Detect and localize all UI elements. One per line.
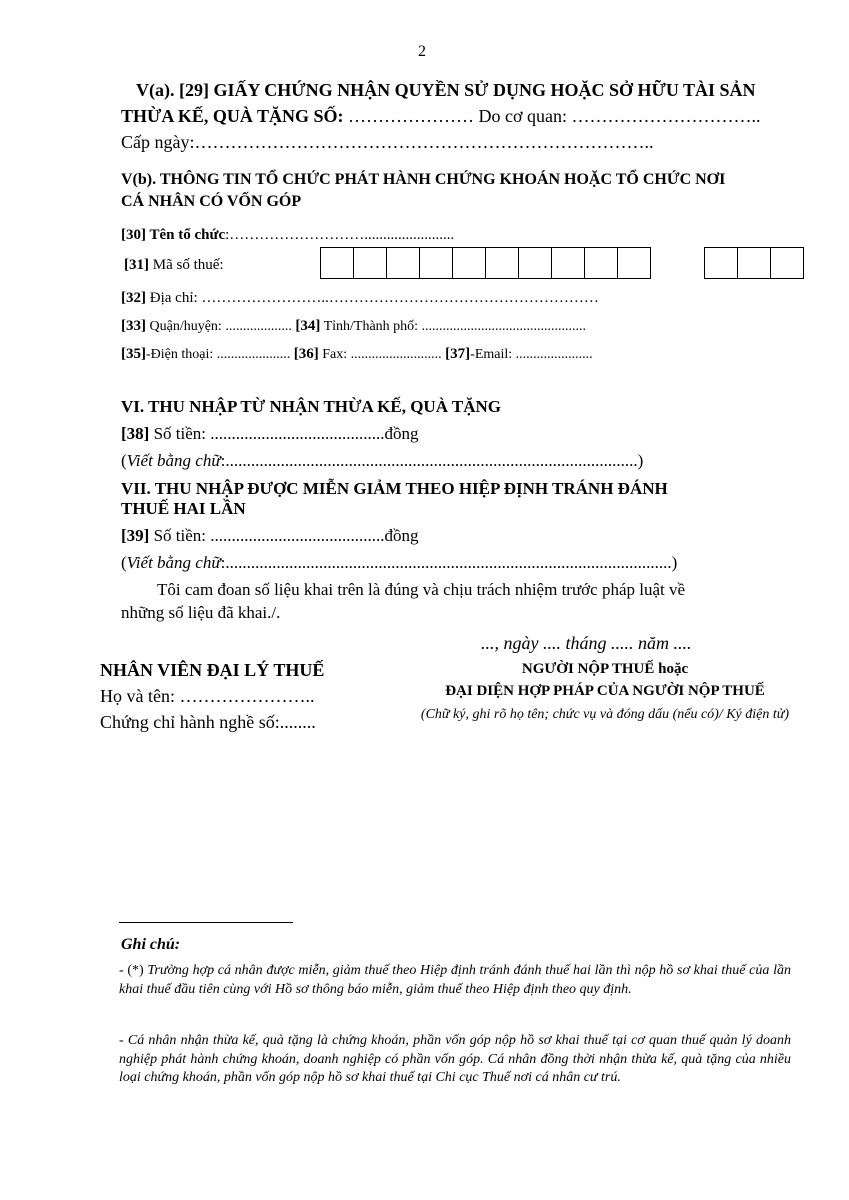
section-vb-heading-line1: V(b). THÔNG TIN TỔ CHỨC PHÁT HÀNH CHỨNG KHOÁN HOẶC TỔ CHỨC NƠI xyxy=(121,171,726,188)
tax-code-box[interactable] xyxy=(617,247,651,279)
words-dots[interactable]: :.................................................................................................) xyxy=(220,451,644,470)
field-39-amount[interactable] xyxy=(121,526,419,546)
field-34-province[interactable]: Tỉnh/Thành phố: ............................................... xyxy=(320,319,587,334)
paren-open: ( xyxy=(121,553,127,572)
field-39-text[interactable]: Số tiền: .........................................đồng xyxy=(149,526,419,545)
field-33-34-line xyxy=(121,318,586,335)
section-va-line2 xyxy=(121,106,761,127)
field-34-code: [34] xyxy=(295,318,321,334)
field-32-label[interactable]: Địa chỉ: ……………………..……………………………………………… xyxy=(146,290,599,306)
field-35-code: [35] xyxy=(121,346,146,362)
field-36-code: [36] xyxy=(293,346,319,362)
field-38-text[interactable]: Số tiền: .........................................đồng xyxy=(149,424,419,443)
agent-name-field[interactable]: Họ và tên: ………………….. xyxy=(100,686,315,706)
field-36-fax[interactable]: Fax: .......................... xyxy=(318,347,442,362)
section-vii-heading-line2: THUẾ HAI LẦN xyxy=(121,499,246,518)
issuer-label: Do cơ quan: xyxy=(478,106,568,126)
declaration-line1: Tôi cam đoan số liệu khai trên là đúng và chịu trách nhiệm trước pháp luật về xyxy=(157,580,686,599)
tax-code-box[interactable] xyxy=(386,247,420,279)
page-number: 2 xyxy=(418,43,426,60)
field-30-code: [30] xyxy=(121,227,146,243)
issuer-field[interactable]: ………………………….. xyxy=(567,106,761,126)
tax-code-box[interactable] xyxy=(320,247,354,279)
field-31-tax-code-label xyxy=(124,257,224,274)
note-1-prefix: - (*) xyxy=(119,963,148,978)
words-dots[interactable]: :.........................................................................................................) xyxy=(220,553,678,572)
field-30-org-name[interactable] xyxy=(121,227,454,244)
taxpayer-title-line2: ĐẠI DIỆN HỢP PHÁP CỦA NGƯỜI NỘP THUẾ xyxy=(445,683,765,699)
field-38-amount[interactable] xyxy=(121,424,419,444)
paren-open: ( xyxy=(121,451,127,470)
field-39-code: [39] xyxy=(121,526,150,545)
footnote-divider xyxy=(119,922,293,923)
words-label: Viết bằng chữ xyxy=(126,553,221,572)
tax-code-branch-box[interactable] xyxy=(737,247,771,279)
field-38-code: [38] xyxy=(121,424,150,443)
declaration-line2: những số liệu đã khai./. xyxy=(121,603,281,622)
field-35-37-line xyxy=(121,346,593,363)
notes-title: Ghi chú: xyxy=(121,936,181,953)
agent-title: NHÂN VIÊN ĐẠI LÝ THUẾ xyxy=(100,660,325,680)
field-37-email[interactable]: -Email: ...................... xyxy=(470,347,593,362)
section-va-heading-line1: V(a). [29] GIẤY CHỨNG NHẬN QUYỀN SỬ DỤNG HOẶC SỞ HỮU TÀI SẢN xyxy=(136,80,756,100)
tax-code-box[interactable] xyxy=(353,247,387,279)
tax-code-branch-box[interactable] xyxy=(770,247,804,279)
signature-date-line[interactable]: ..., ngày .... tháng ..... năm .... xyxy=(481,633,692,653)
field-31-label: Mã số thuế: xyxy=(149,257,224,273)
section-vii-heading-line1: VII. THU NHẬP ĐƯỢC MIỄN GIẢM THEO HIỆP ĐỊNH TRÁNH ĐÁNH xyxy=(121,479,668,498)
note-1 xyxy=(119,962,791,999)
note-2: - Cá nhân nhận thừa kế, quà tặng là chứng khoán, phần vốn góp nộp hồ sơ khai thuế tại cơ quan thuế quản lý doanh nghiệp phát hành chứng khoán, doanh nghiệp có phần vốn góp. Cá nhân đồng thời nhận thừa kế, quà tặng của nhiều loại chứng khoán, phần vốn góp nộp hồ sơ khai thuế tại Chi cục Thuế nơi cá nhân cư trú. xyxy=(119,1033,791,1085)
agent-certificate-field[interactable]: Chứng chỉ hành nghề số:........ xyxy=(100,712,316,732)
tax-code-box[interactable] xyxy=(551,247,585,279)
note-1-text: Trường hợp cá nhân được miễn, giảm thuế theo Hiệp định tránh đánh thuế hai lần thì nộp hồ sơ khai thuế của lần khai thuế đầu tiên cùng với Hồ sơ thông báo miễn, giảm thuế theo Hiệp định theo quy định. xyxy=(119,963,791,997)
tax-code-box[interactable] xyxy=(485,247,519,279)
field-38-words[interactable] xyxy=(121,451,643,471)
tax-code-branch-box[interactable] xyxy=(704,247,738,279)
section-vi-heading: VI. THU NHẬP TỪ NHẬN THỪA KẾ, QUÀ TẶNG xyxy=(121,397,502,416)
field-32-address[interactable] xyxy=(121,290,599,307)
field-39-words[interactable] xyxy=(121,553,677,573)
tax-code-box[interactable] xyxy=(419,247,453,279)
field-35-phone[interactable]: -Điện thoại: ..................... xyxy=(146,347,291,362)
certificate-number-field[interactable]: ………………… xyxy=(343,106,479,126)
field-30-dots[interactable]: :………………………........................ xyxy=(225,227,455,243)
field-33-code: [33] xyxy=(121,318,146,334)
tax-code-box[interactable] xyxy=(584,247,618,279)
field-33-district[interactable]: Quận/huyện: ................... xyxy=(146,319,292,334)
field-31-code: [31] xyxy=(124,257,149,273)
field-37-code: [37] xyxy=(445,346,471,362)
tax-code-box[interactable] xyxy=(518,247,552,279)
issue-date-field[interactable]: Cấp ngày:………………………………………………………………….. xyxy=(121,132,654,152)
tax-code-boxes-branch[interactable] xyxy=(704,247,804,279)
section-va-heading-line2: THỪA KẾ, QUÀ TẶNG SỐ: xyxy=(121,106,344,126)
section-vb-heading-line2: CÁ NHÂN CÓ VỐN GÓP xyxy=(121,193,302,210)
taxpayer-sign-note: (Chữ ký, ghi rõ họ tên; chức vụ và đóng dấu (nếu có)/ Ký điện tử) xyxy=(420,707,790,722)
tax-code-boxes-main[interactable] xyxy=(320,247,651,279)
field-30-label: Tên tổ chức xyxy=(146,227,226,243)
taxpayer-title-line1: NGƯỜI NỘP THUẾ hoặc xyxy=(521,661,689,677)
tax-code-box[interactable] xyxy=(452,247,486,279)
field-32-code: [32] xyxy=(121,290,146,306)
words-label: Viết bằng chữ xyxy=(126,451,221,470)
